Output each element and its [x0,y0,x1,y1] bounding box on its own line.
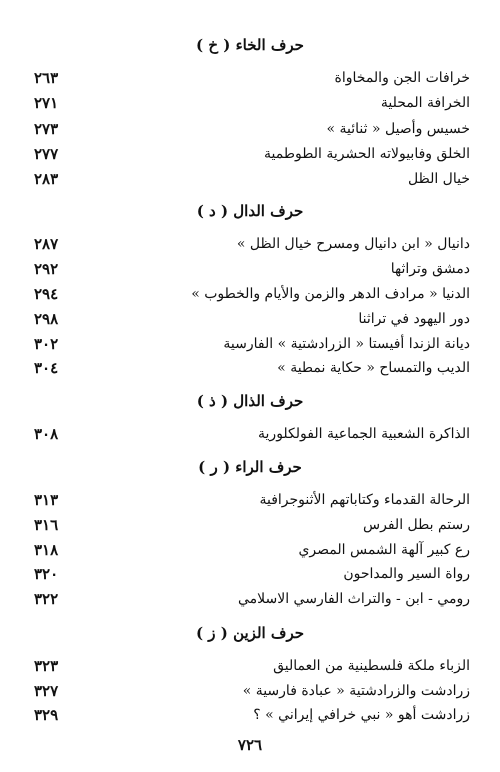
entry-page-number: ٢٩٨ [34,310,59,328]
entry-title: الزباء ملكة فلسطينية من العماليق [273,658,470,674]
entry-page-number: ٣٢٢ [34,590,59,608]
section-heading-kha: حرف الخاء ( خ ) [196,36,304,54]
toc-entry [34,142,470,166]
entry-page-number: ٢٩٤ [34,285,59,303]
entry-page-number: ٣٠٤ [34,359,59,377]
toc-entry [34,679,470,703]
entry-title: رواة السير والمداحون [343,566,470,582]
entry-page-number: ٣١٣ [34,491,59,509]
entry-title: خرافات الجن والمخاواة [334,70,470,86]
toc-entry [34,307,470,331]
entry-page-number: ٣٠٢ [34,335,59,353]
entry-page-number: ٣١٦ [34,516,59,534]
section-heading-dhal: حرف الذال ( ذ ) [196,392,304,410]
entry-page-number: ٢٩٢ [34,260,59,278]
toc-entry [34,422,470,446]
entry-page-number: ٢٧١ [34,94,59,112]
entry-title: خيال الظل [407,171,470,187]
entry-title: الديب والتمساح « حكاية نمطية » [277,360,470,376]
entry-title: رع كبير آلهة الشمس المصري [298,542,470,558]
section-heading-zay: حرف الزين ( ز ) [195,624,305,642]
toc-entry [34,117,470,141]
toc-entry [34,538,470,562]
entry-title: خسيس وأصيل « ثنائية » [326,121,470,137]
section-heading-dal: حرف الدال ( د ) [196,202,304,220]
toc-entry [34,282,470,306]
toc-entry [34,232,470,256]
entry-page-number: ٢٧٣ [34,120,59,138]
toc-entry [34,587,470,611]
toc-entry [34,513,470,537]
page-number: ٧٢٦ [237,736,263,754]
toc-entry [34,562,470,586]
entry-title: زرادشت والزرادشتية « عبادة فارسية » [242,683,470,699]
toc-entry [34,654,470,678]
entry-title: الدنيا « مرادف الدهر والزمن والأيام والخطوب » [191,286,470,302]
entry-title: الرحالة القدماء وكتاباتهم الأثنوجرافية [259,492,470,508]
entry-title: الخلق وفابيولاته الحشرية الطوطمية [264,146,470,162]
entry-page-number: ٣٢٣ [34,657,59,675]
entry-page-number: ٣٢٧ [34,682,59,700]
toc-entry [34,257,470,281]
entry-title: دانيال « ابن دانيال ومسرح خيال الظل » [236,236,470,252]
entry-title: رستم بطل الفرس [363,517,470,533]
toc-entry [34,488,470,512]
entry-page-number: ٢٨٣ [34,170,59,188]
toc-entry [34,91,470,115]
entry-title: ديانة الزندا أفيستا « الزرادشتية » الفارسية [223,336,470,352]
toc-entry [34,66,470,90]
toc-entry [34,356,470,380]
section-heading-ra: حرف الراء ( ر ) [198,458,302,476]
entry-page-number: ٢٨٧ [34,235,59,253]
entry-title: دور اليهود في تراثنا [358,311,470,327]
entry-page-number: ٢٧٧ [34,145,59,163]
entry-page-number: ٣٠٨ [34,425,59,443]
toc-entry [34,703,470,727]
entry-page-number: ٣٢٠ [34,565,59,583]
entry-title: رومي - ابن - والتراث الفارسي الاسلامي [237,591,470,607]
entry-title: الذاكرة الشعبية الجماعية الفولكلورية [258,426,470,442]
entry-page-number: ٣٢٩ [34,706,59,724]
entry-page-number: ٢٦٣ [34,69,59,87]
entry-title: الخرافة المحلية [380,95,470,111]
entry-title: زرادشت أهو « نبي خرافي إيراني » ؟ [253,707,470,723]
toc-entry [34,167,470,191]
entry-title: دمشق وتراثها [390,261,470,277]
entry-page-number: ٣١٨ [34,541,59,559]
toc-entry [34,332,470,356]
